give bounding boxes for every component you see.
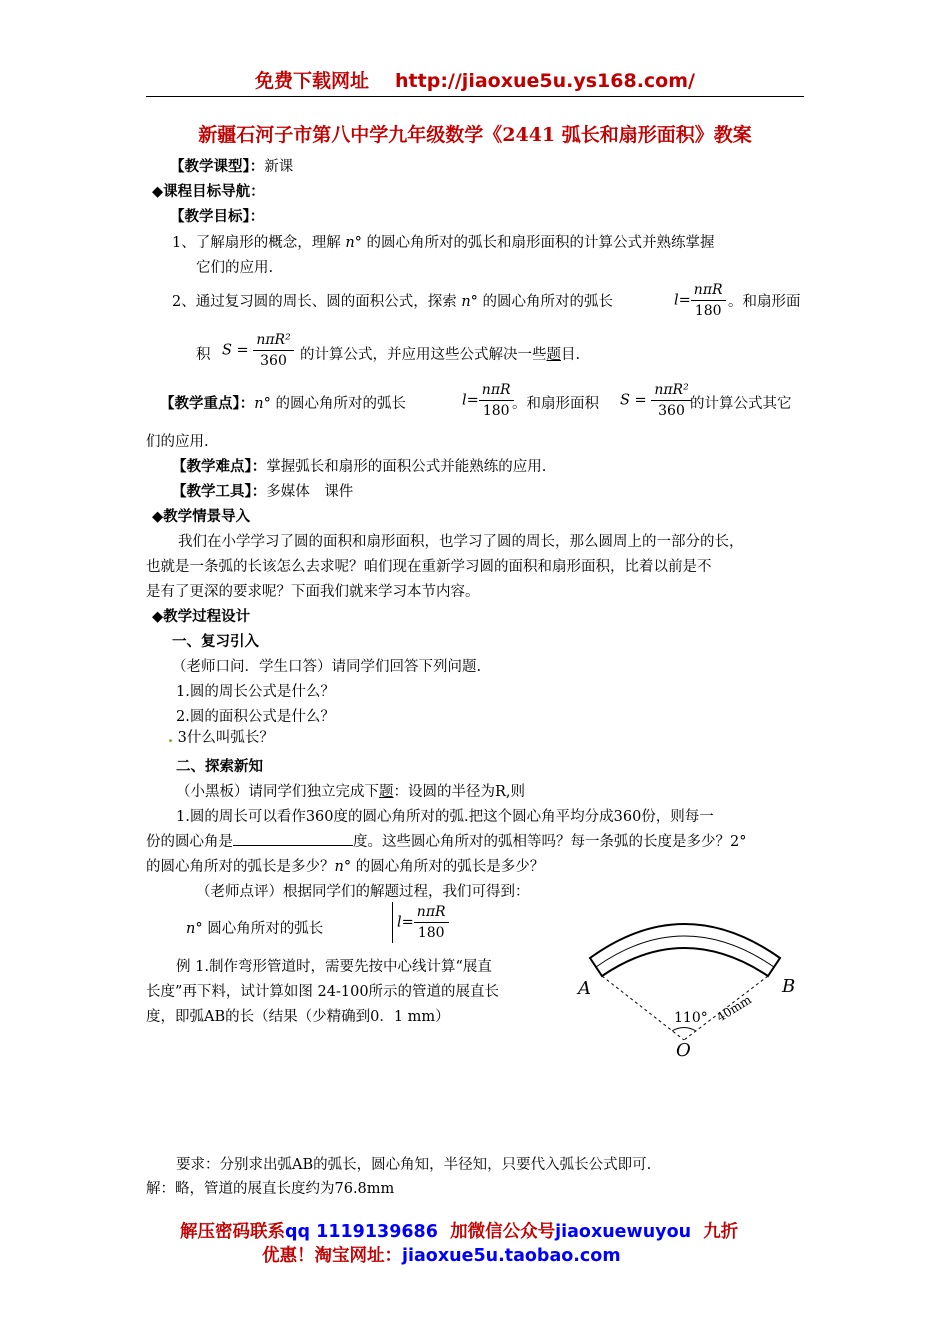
section-1-heading: 一、复习引入 (172, 633, 259, 650)
kp-arc-denominator: 180 (482, 403, 510, 419)
kp-area-fraction (651, 380, 691, 421)
key-point-label: 【教学重点】 (160, 395, 240, 412)
result-arc-denominator: 180 (417, 925, 445, 941)
header-label: 免费下载网址 (255, 70, 370, 92)
angle-label: 110° (674, 1010, 708, 1026)
kp-area-lhs: S = (620, 392, 647, 409)
footer-line-1 (180, 1218, 738, 1243)
section-2-intro-underlined: 题 (379, 784, 394, 800)
objectives-label: 【教学目标】 (170, 208, 250, 225)
lesson-type-sep: ： (249, 158, 265, 175)
key-point-arc-formula (462, 380, 514, 421)
area-formula-numerator: nπR² (253, 330, 293, 351)
result-arc-formula (392, 902, 449, 943)
paragraph-1-line-1: 1.圆的周长可以看作360度的圆心角所对的弧.把这个圆心角平均分成360份，则每一 (176, 809, 714, 825)
tools-value: 多媒体 课件 (266, 484, 354, 500)
label-a: A (578, 978, 591, 999)
footer-text-b: 加微信公众号 (450, 1222, 556, 1242)
objectives-sep: ： (249, 208, 265, 225)
section-2-intro-b: ：设圆的半径为R,则 (393, 784, 526, 800)
key-point-text-d: 们的应用. (146, 434, 209, 450)
example-1-line-2: 长度”再下料，试计算如图 24-100所示的管道的展直长 (146, 984, 500, 1000)
key-point-area-formula (620, 380, 692, 421)
obj1-text-a: 1、了解扇形的概念，理解 (172, 235, 341, 251)
label-o: O (676, 1040, 691, 1060)
lesson-type-value: 新课 (264, 159, 294, 175)
difficulty (172, 455, 546, 476)
solution-line: 解：略，管道的展直长度约为76.8mm (146, 1181, 395, 1197)
result-text: 圆心角所对的弧长 (207, 921, 324, 937)
difficulty-label: 【教学难点】 (172, 458, 252, 475)
objective-item-1 (172, 231, 715, 252)
objective-item-2 (172, 290, 613, 311)
obj2-n: n° (461, 294, 478, 310)
example-1-line-3: 度，即弧AB的长（结果（少精确到0．1 mm） (146, 1009, 450, 1025)
key-point-text-b: 。和扇形面积 (512, 396, 599, 412)
paragraph-1-line-2 (146, 830, 746, 851)
area-formula-denominator: 360 (260, 353, 287, 369)
question-3 (168, 726, 274, 747)
question-2: 2.圆的面积公式是什么？ (176, 709, 335, 725)
obj2-text-a: 2、通过复习圆的周长、圆的面积公式，探索 (172, 294, 457, 310)
result-n: n° (186, 921, 203, 937)
obj2-text-d: 积 (196, 347, 211, 363)
pipe-outline (590, 924, 780, 976)
section-2-intro-a: （小黑板）请同学们独立完成下 (176, 784, 379, 800)
p1-n: n° (334, 859, 352, 875)
tools-label: 【教学工具】 (172, 483, 252, 500)
radius-line-left (602, 976, 684, 1040)
kp-arc-lhs: l= (462, 392, 479, 409)
obj2-text-e (300, 343, 580, 364)
objective-2-area-formula (222, 330, 294, 371)
answer-blank[interactable] (233, 831, 353, 846)
kp-arc-fraction (479, 380, 514, 421)
objective-2-arc-formula (674, 280, 726, 321)
section-1-intro: （老师口问．学生口答）请同学们回答下列问题. (172, 659, 482, 675)
obj1-text-b: 的圆心角所对的弧长和扇形面积的计算公式并熟练掌握 (366, 235, 715, 251)
tools-sep: ： (251, 483, 267, 500)
arc-formula-fraction (691, 280, 726, 321)
goal-nav-heading: ◆课程目标导航： (152, 183, 265, 200)
p1-text-d: 的圆心角所对的弧长是多少？ (146, 859, 335, 875)
section-2-heading: 二、探索新知 (176, 758, 263, 775)
footer-wechat: jiaoxuewuyou (555, 1222, 692, 1242)
objectives-heading (170, 205, 264, 226)
footer-taobao-link[interactable]: jiaoxue5u.taobao.com (402, 1246, 621, 1266)
difficulty-sep: ： (251, 458, 267, 475)
arc-formula-lhs: l= (674, 292, 691, 309)
intro-paragraph-line-3: 是有了更深的要求呢？下面我们就来学习本节内容。 (146, 584, 480, 600)
area-formula-lhs: S = (222, 342, 249, 359)
width-label: 40mm (714, 992, 754, 1025)
difficulty-value: 掌握弧长和扇形的面积公式并能熟练的应用. (266, 459, 547, 475)
footer-qq: qq 1119139686 (285, 1222, 438, 1242)
pipe-center-line (596, 936, 774, 967)
angle-arc (672, 1028, 696, 1032)
intro-paragraph-line-1: 我们在小学学习了圆的面积和扇形面积，也学习了圆的周长，那么圆周上的一部分的长， (178, 534, 744, 550)
key-point-text-c: 的计算公式其它 (690, 396, 792, 412)
result-statement (186, 917, 323, 938)
process-heading: ◆教学过程设计 (152, 608, 251, 625)
kp-area-numerator: nπR² (651, 380, 691, 401)
p1-text-c: 度。这些圆心角所对的弧相等吗？每一条弧的长度是多少？2° (353, 834, 747, 850)
question-1: 1.圆的周长公式是什么？ (176, 684, 335, 700)
lesson-type-label: 【教学课型】 (170, 158, 250, 175)
pipe-figure (572, 910, 802, 1060)
requirement-line: 要求：分别求出弧AB的弧长，圆心角知，半径知，只要代入弧长公式即可. (176, 1157, 652, 1173)
tools (172, 480, 353, 501)
key-point (160, 392, 406, 413)
obj2-text-e-main: 的计算公式，并应用这些公式解决一些 (300, 347, 547, 363)
arc-formula-numerator: nπR (691, 280, 726, 301)
obj1-n: n° (345, 235, 362, 251)
green-dot-marker: . (168, 729, 174, 746)
result-arc-numerator: nπR (414, 902, 449, 923)
site-header (0, 66, 950, 93)
section-2-intro (176, 780, 525, 801)
obj2-text-f: 目. (561, 347, 581, 363)
kp-area-denominator: 360 (658, 403, 685, 419)
intro-paragraph-line-2: 也就是一条弧的长该怎么去求呢？咱们现在重新学习圆的面积和扇形面积，比着以前是不 (146, 559, 712, 575)
key-point-n: n° (254, 396, 271, 412)
header-url-link[interactable]: http://jiaoxue5u.ys168.com/ (395, 70, 695, 92)
result-arc-lhs: l= (397, 914, 414, 931)
footer-text-a: 解压密码联系 (180, 1222, 285, 1242)
paragraph-1-line-3 (146, 855, 544, 876)
footer-text-c: 九折 (703, 1222, 739, 1242)
area-formula-fraction (253, 330, 293, 371)
footer-line-2 (262, 1242, 621, 1267)
example-1-line-1: 例 1.制作弯形管道时，需要先按中心线计算“展直 (176, 959, 492, 975)
key-point-text-a: 的圆心角所对的弧长 (275, 396, 406, 412)
result-arc-fraction (414, 902, 449, 943)
p1-text-b: 份的圆心角是 (146, 834, 233, 850)
footer-text-d: 优惠！淘宝网址： (262, 1246, 402, 1266)
obj2-text-c: 。和扇形面 (728, 294, 801, 310)
teacher-comment: （老师点评）根据同学们的解题过程，我们可得到： (196, 884, 530, 900)
arc-formula-denominator: 180 (694, 303, 722, 319)
header-divider (146, 96, 804, 97)
intro-heading: ◆教学情景导入 (152, 508, 251, 525)
label-b: B (782, 976, 796, 997)
objective-item-1-cont: 它们的应用. (196, 260, 274, 276)
kp-arc-numerator: nπR (479, 380, 514, 401)
obj2-text-e-underlined: 题 (546, 347, 561, 363)
lesson-type (170, 155, 293, 176)
question-3-text: 3什么叫弧长？ (177, 730, 274, 746)
obj2-text-b: 的圆心角所对的弧长 (482, 294, 614, 310)
document-title: 新疆石河子市第八中学九年级数学《2441 弧长和扇形面积》教案 (198, 124, 752, 146)
key-point-sep: ： (239, 395, 255, 412)
p1-text-e: 的圆心角所对的弧长是多少？ (355, 859, 545, 875)
